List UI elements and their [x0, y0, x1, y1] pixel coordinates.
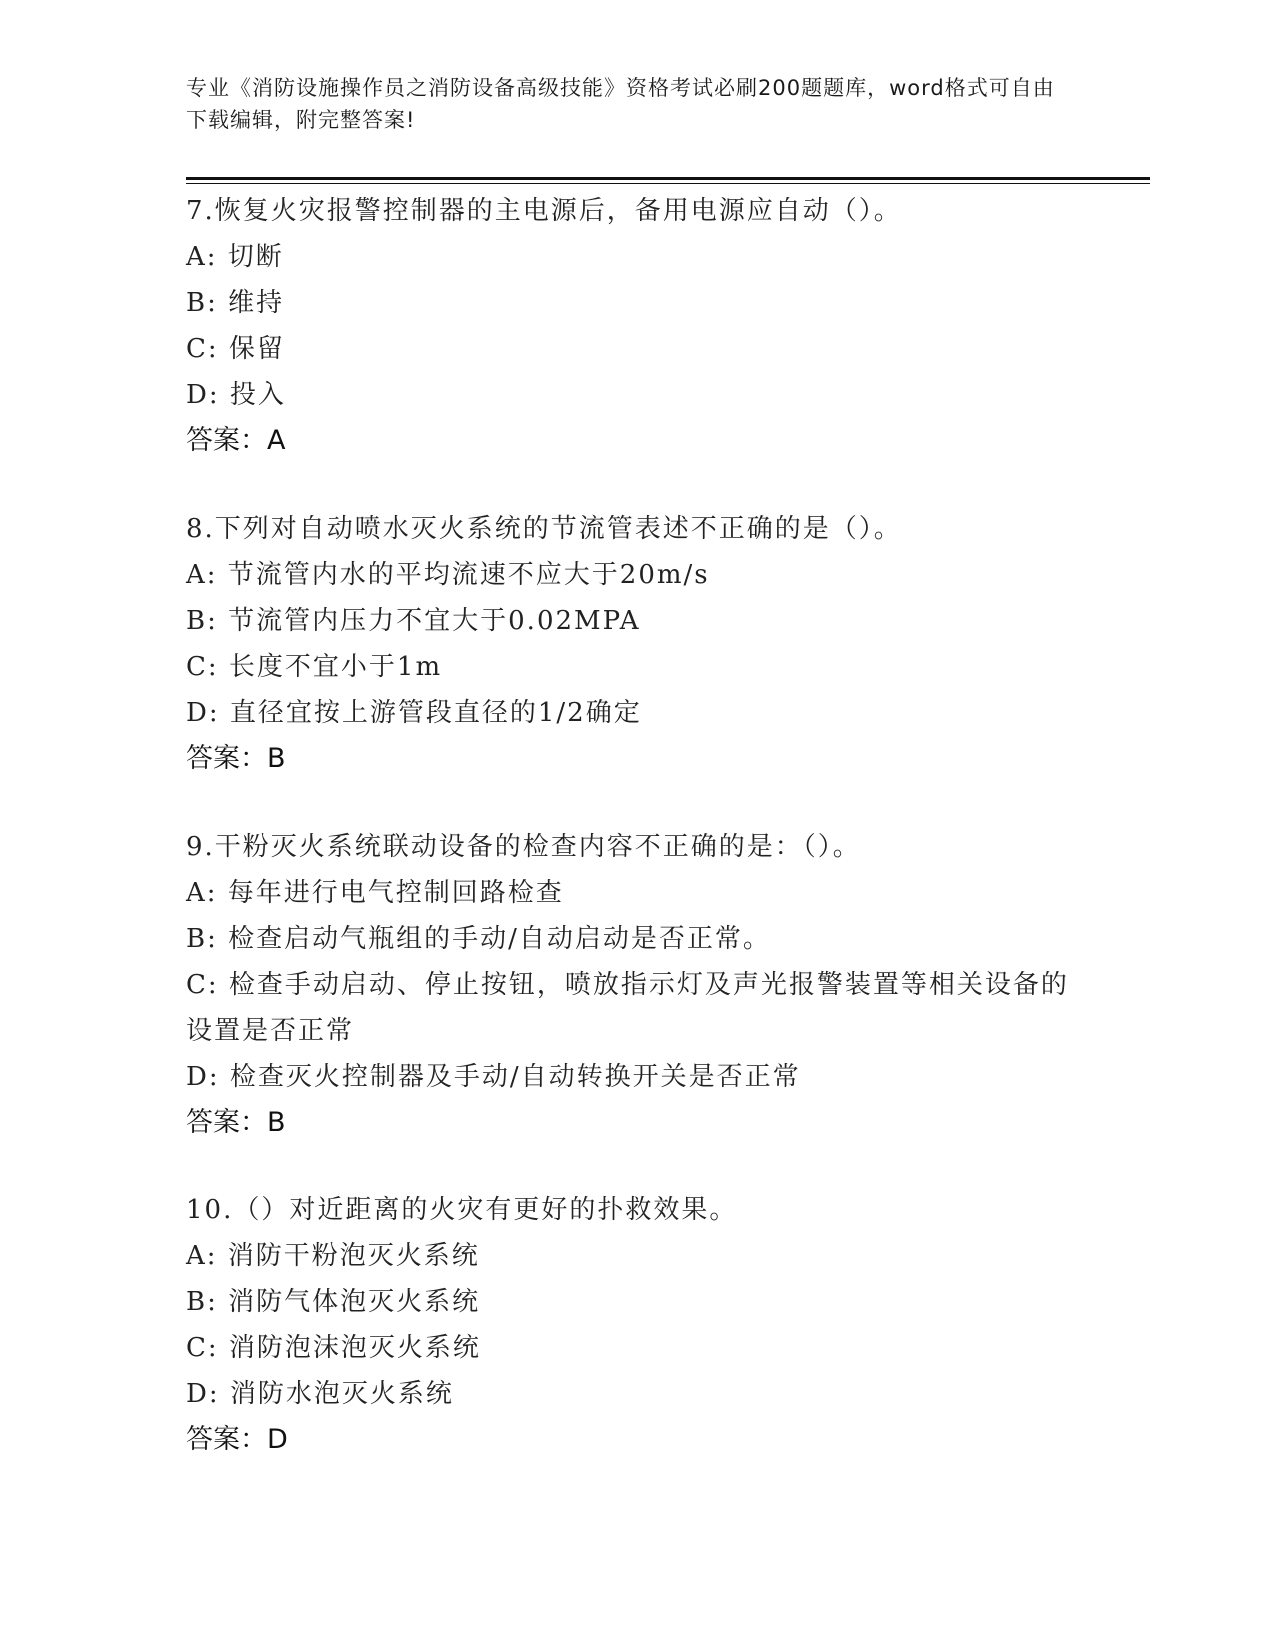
option-d: D: 检查灭火控制器及手动/自动转换开关是否正常	[186, 1062, 801, 1092]
option-c: C: 长度不宜小于1m	[186, 652, 443, 682]
answer-line: 答案：A	[186, 425, 286, 456]
option-d: D: 消防水泡灭火系统	[186, 1379, 454, 1409]
question-text: 9.干粉灭火系统联动设备的检查内容不正确的是：（）。	[186, 832, 861, 862]
option-a: A: 节流管内水的平均流速不应大于20m/s	[186, 560, 710, 590]
question-text: 10.（）对近距离的火灾有更好的扑救效果。	[186, 1195, 738, 1225]
header-rule-thin	[186, 183, 1150, 184]
option-a: A: 每年进行电气控制回路检查	[186, 878, 564, 908]
option-d: D: 直径宜按上游管段直径的1/2确定	[186, 698, 642, 728]
option-b: B: 检查启动气瓶组的手动/自动启动是否正常。	[186, 924, 771, 954]
option-b: B: 维持	[186, 288, 285, 318]
document-header: 专业《消防设施操作员之消防设备高级技能》资格考试必刷200题题库，word格式可自由下载编辑，附完整答案!	[186, 76, 1055, 132]
option-b: B: 节流管内压力不宜大于0.02MPA	[186, 606, 641, 636]
option-a: A: 消防干粉泡灭火系统	[186, 1241, 480, 1271]
header-rule-thick	[186, 177, 1150, 180]
question-10	[186, 1187, 1086, 1463]
option-c: C: 检查手动启动、停止按钮，喷放指示灯及声光报警装置等相关设备的设置是否正常	[186, 970, 1069, 1046]
option-d: D: 投入	[186, 380, 286, 410]
question-7	[186, 188, 1086, 464]
answer-line: 答案：B	[186, 1107, 286, 1138]
question-text: 7.恢复火灾报警控制器的主电源后，备用电源应自动（）。	[186, 196, 902, 226]
option-c: C: 消防泡沫泡灭火系统	[186, 1333, 481, 1363]
option-b: B: 消防气体泡灭火系统	[186, 1287, 481, 1317]
option-a: A: 切断	[186, 242, 284, 272]
answer-line: 答案：D	[186, 1424, 288, 1455]
option-c: C: 保留	[186, 334, 285, 364]
answer-line: 答案：B	[186, 743, 286, 774]
question-text: 8.下列对自动喷水灭火系统的节流管表述不正确的是（）。	[186, 514, 902, 544]
question-8	[186, 506, 1086, 782]
question-9	[186, 824, 1086, 1146]
